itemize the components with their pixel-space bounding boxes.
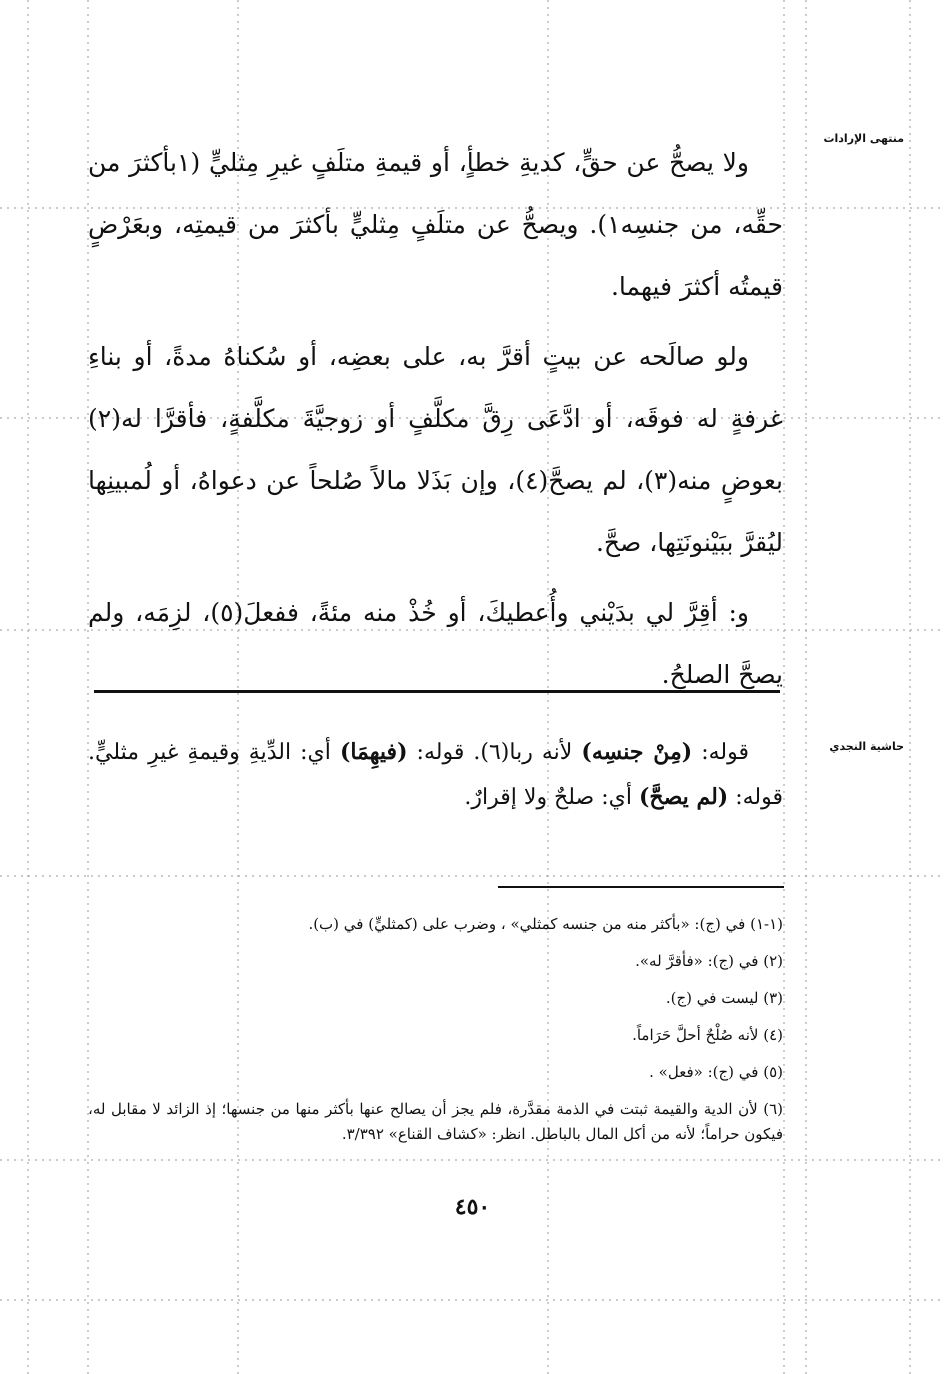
- main-paragraph: ولا يصحُّ عن حقٍّ، كديةِ خطأٍ، أو قيمةِ متلَفٍ غيرِ مِثليٍّ (١بأكثرَ من حقِّه، من جنسِه١). ويصحُّ عن متلَفٍ مِثليٍّ بأكثرَ من قيمتِه، وبعَرْضٍ قيمتُه أكثرَ فيهما.: [88, 148, 783, 301]
- footnote-divider: [498, 886, 784, 888]
- commentary-title-label: حاشية النجدي: [829, 740, 904, 753]
- commentary-paragraph: [88, 730, 783, 820]
- footnote: (٤) لأنه صُلْحٌ أحلَّ حَرَاماً.: [632, 1026, 783, 1044]
- commentary-segment: أي: الدِّيةِ وقيمةِ غيرِ مثليٍّ. قوله:: [88, 740, 783, 810]
- footnote: (١-١) في (ج): «بأكثر منه من جنسه كمثلي» ، وضرب على (كمثليٍّ) في (ب).: [308, 915, 783, 933]
- footnotes: [88, 906, 783, 1147]
- footnote: (٦) لأن الدية والقيمة ثبتت في الذمة مقدَّرة، فلم يجز أن يصالح عنها بأكثر منها من جنسها؛ إذ الزائد لا مقابل له، فيكون حراماً؛ لأنه من أكل المال بالباطل. انظر: «كشاف القناع» ٣/٣٩٢.: [88, 1100, 783, 1143]
- commentary-lead: قوله:: [692, 740, 750, 765]
- main-paragraph: ولو صالَحه عن بيتٍ أقرَّ به، على بعضِه، أو سُكناهُ مدةً، أو بناءِ غرفةٍ له فوقَه، أو ادَّعَى رِقَّ مكلَّفٍ أو زوجيَّةَ مكلَّفةٍ، فأقرَّا له(٢) بعوضٍ منه(٣)، لم يصحَّ(٤)، وإن بَذَلا مالاً صُلحاً عن دعواهُ، أو لُمبينِها ليُقرَّ ببَيْنونَتِها، صحَّ.: [88, 342, 784, 557]
- commentary-term: (مِنْ جنسِه): [581, 739, 693, 765]
- commentary-text: [88, 730, 783, 820]
- main-paragraph: و: أقِرَّ لي بدَيْني وأُعطيكَ، أو خُذْ منه مئةً، ففعلَ(٥)، لزِمَه، ولم يصحَّ الصلحُ.: [88, 598, 783, 689]
- commentary-segment: لأنه ربا(٦). قوله:: [407, 740, 582, 765]
- footnote: (٥) في (ج): «فعل» .: [649, 1063, 783, 1081]
- commentary-term: (لم يصحَّ): [638, 784, 729, 810]
- commentary-segment: أي: صلحٌ ولا إقرارٌ.: [464, 785, 639, 810]
- book-title-label: منتهى الإرادات: [823, 132, 904, 145]
- footnote: (٢) في (ج): «فأقرَّ له».: [635, 952, 783, 970]
- commentary-term: (فيهِمَا): [339, 739, 408, 765]
- page-number: ٤٥٠: [454, 1194, 491, 1220]
- main-text-divider: [94, 690, 780, 693]
- main-text: [88, 132, 783, 706]
- footnote: (٣) ليست في (ج).: [665, 989, 783, 1007]
